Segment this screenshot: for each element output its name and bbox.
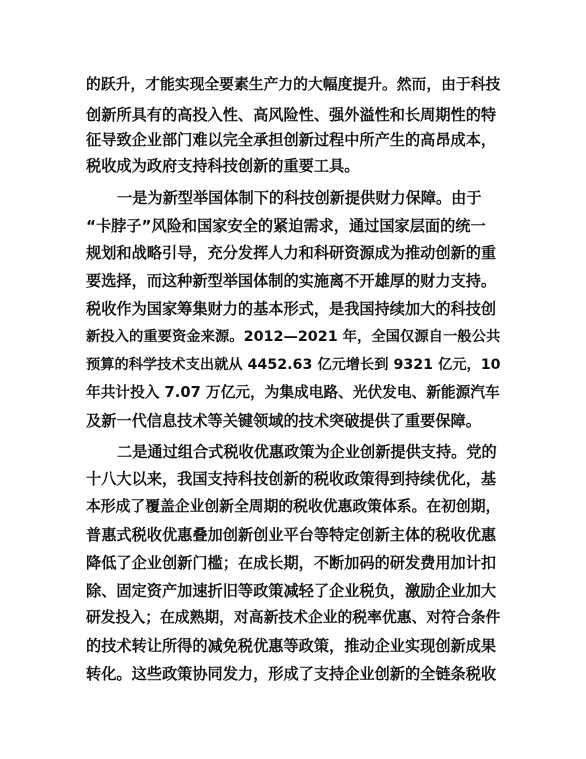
text-line: 转化。这些政策协同发力，形成了支持企业创新的全链条税收 — [86, 665, 497, 683]
text-line: 二是通过组合式税收优惠政策为企业创新提供支持。党的 — [117, 443, 497, 461]
text-line: 年共计投入 7.07 万亿元，为集成电路、光伏发电、新能源汽车 — [86, 384, 500, 401]
text-line: “卡脖子”风险和国家安全的紧迫需求，通过国家层面的统一 — [86, 217, 486, 235]
text-line: 要选择，而这种新型举国体制的实施离不开雄厚的财力支持。 — [86, 272, 497, 290]
text-line: 除、固定资产加速折旧等政策减轻了企业税负，激励企业加大 — [86, 582, 497, 600]
text-line: 新投入的重要资金来源。2012—2021 年，全国仅源自一般公共 — [86, 329, 501, 345]
text-line: 规划和战略引导，充分发挥人力和科研资源成为推动创新的重 — [86, 244, 497, 262]
text-line: 税收作为国家筹集财力的基本形式，是我国持续加大的科技创 — [86, 300, 497, 318]
text-line: 及新一代信息技术等关键领域的技术突破提供了重要保障。 — [86, 412, 481, 430]
text-line: 征导致企业部门难以完全承担创新过程中所产生的高昂成本， — [86, 131, 497, 149]
text-line: 研发投入；在成熟期，对高新技术企业的税率优惠、对符合条件 — [86, 609, 501, 626]
text-line: 降低了企业创新门槛；在成长期，不断加码的研发费用加计扣 — [86, 554, 497, 572]
text-line: 一是为新型举国体制下的科技创新提供财力保障。由于 — [117, 189, 482, 207]
text-line: 税收成为政府支持科技创新的重要工具。 — [86, 157, 360, 175]
text-line: 本形成了覆盖企业创新全周期的税收优惠政策体系。在初创期， — [86, 498, 501, 515]
text-line: 十八大以来，我国支持科技创新的税收政策得到持续优化，基 — [86, 470, 497, 488]
text-line: 的跃升，才能实现全要素生产力的大幅度提升。然而，由于科技 — [86, 76, 501, 93]
text-line: 预算的科学技术支出就从 4452.63 亿元增长到 9321 亿元，10 — [86, 357, 501, 373]
text-line: 普惠式税收优惠叠加创新创业平台等特定创新主体的税收优惠 — [86, 526, 497, 544]
text-line: 创新所具有的高投入性、高风险性、强外溢性和长周期性的特 — [86, 106, 497, 124]
text-line: 的技术转让所得的减免税优惠等政策，推动企业实现创新成果 — [86, 637, 497, 655]
